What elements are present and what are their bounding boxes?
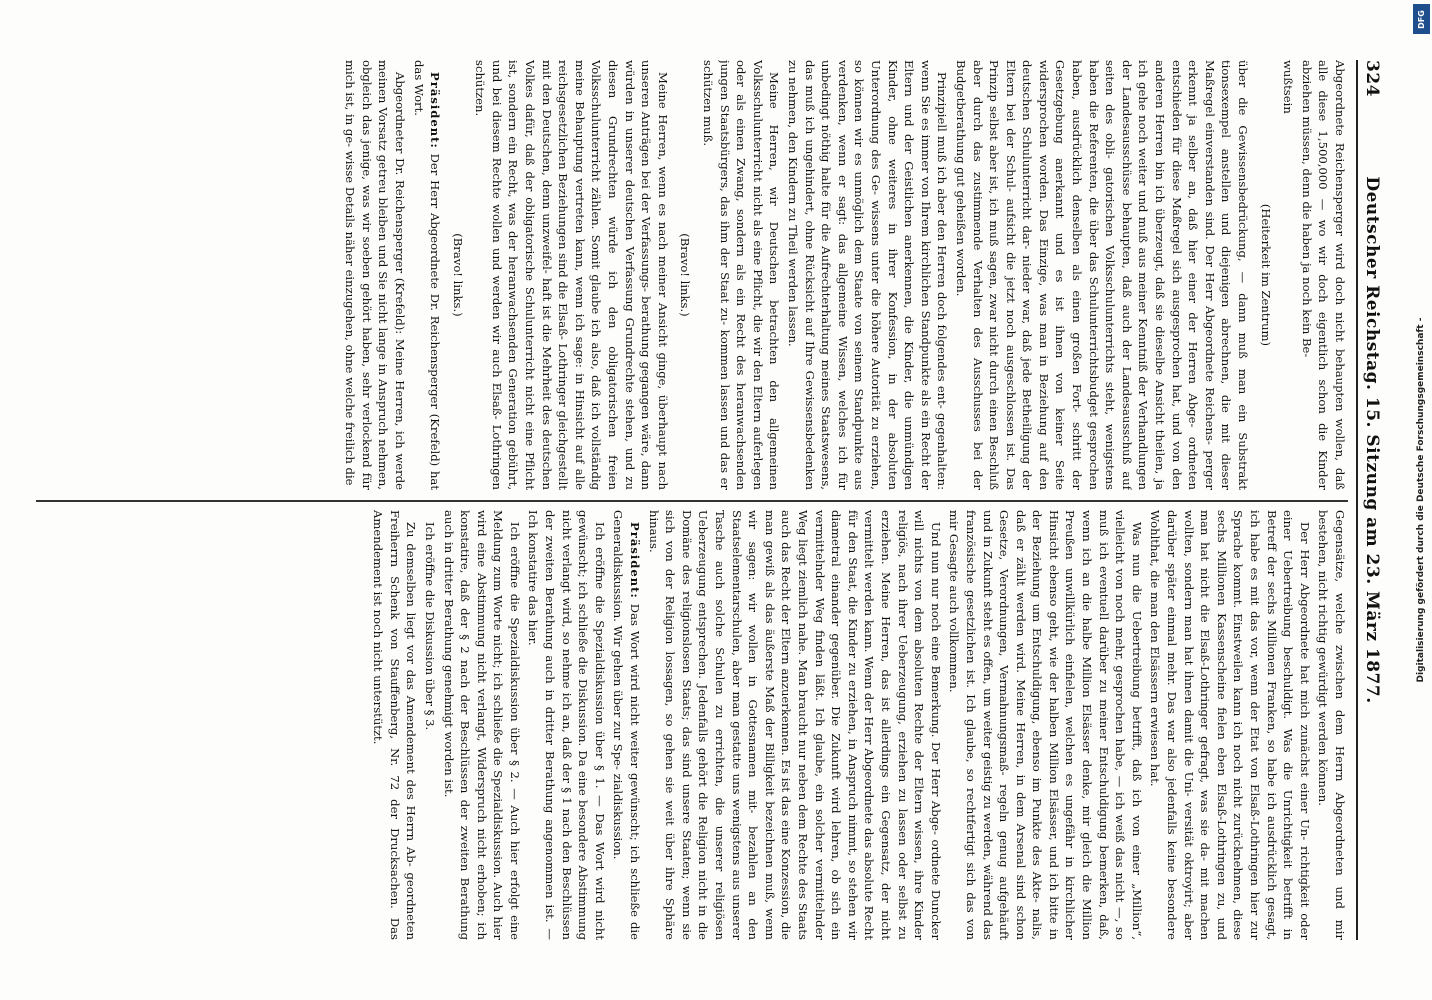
paragraph-text: Prinzipiell muß ich aber den Herren doch folgendes ent- gegenhalten: wenn Sie es immer von Ihrem kirchlichen Standpunkte als ein Recht der Eltern und der Geistlichen anerkennen, die Kinder, die unmündigen Kinder, ohne weiteres in ihrer Konfession, in der absoluten Unterordnung des Ge- wissens unter die höhere Autorität zu erziehen, so können wir es unmöglich dem Staate von seinem Standpunkte aus verdenken, wenn er sagt: das allgemeine Wissen, welches ich für unbedingt nöthig halte für die Aufrechterhaltung meines Staatswesens, das muß ich ungehindert, ohne Rücksicht auf Ihre Gewissensbedenken zu nehmen, den Kindern zu Theil werden lassen. <box>786 60 950 490</box>
paragraph <box>472 60 671 490</box>
paragraph-text: Abgeordneter Dr. Reichensperger (Krefeld): Meine Herren, ich werde meinen Vorsatz getreu bleiben und Sie nicht lange in Anspruch nehmen, obgleich das jenige, was wir soeben gehört haben, sehr verlockend für mich ist, in ge- wisse Details näher einzugehen, ohne welche freilich die <box>343 60 407 490</box>
paragraph <box>1280 60 1297 490</box>
paragraph <box>1147 510 1313 940</box>
paragraph <box>784 60 950 490</box>
paragraph-text: über die Gewissensbedrückung, — dann muß man ein Substrakt tionsexempel anstellen und diejenigen abrechnen, die mit dieser Maßregel einverstanden sind. Der Herr Abgeordnete Reichens- perger erkennt ja selber an, daß hier einer der Herren Abge- ordneten entschieden für diese Maßregel sich ausgesprochen hat, und von den anderen Herren bin ich überzeugt, daß sie dieselbe Ansicht theilen, ja ich gehe noch weiter und muß aus meiner Kenntniß der Verhandlungen der Landesausschüsse behaupten, daß auch der Landesausschuß auf seiten des obli- gatorischen Volksschulunterrichts steht, wenigstens haben die Referenten, die über das Schulunterrichtsbudget gesprochen haben, ausdrücklich denselben als einen großen Fort- schritt der Gesetzgebung anerkannt und es ist ihnen von keiner Seite widersprochen worden. Das Einzige, was man in Beziehung auf den deutschen Schulunterricht dar- nieder war, daß jede Betheiligung der Eltern bei der Schul- aufsicht die jetzt noch ausgeschlossen ist. Das Prinzip selbst aber ist, ich muß sagen, zwar nicht durch einen Beschluß aber durch das zustimmende Verhalten des Ausschusses bei der Budgetberathung gut geheißen worden. <box>953 60 1251 490</box>
running-header <box>1356 60 1390 940</box>
paragraph <box>370 510 420 940</box>
paragraph <box>449 60 466 490</box>
right-column <box>36 510 1348 940</box>
paragraph-text: (Bravo! links.) <box>678 233 693 317</box>
paragraph-text: (Bravo! links.) <box>450 233 465 317</box>
paragraph-text: Abgeordnete Reichensperger wird doch nicht behaupten wollen, daß alle diese 1,500,000 — wo wir doch eigentlich schon die Kinder abziehen müssen, denn die haben ja noch kein Be- <box>1299 60 1347 490</box>
paragraph-text: Meine Herren, wir Deutschen betrachten den allgemeinen Volksschulunterricht nicht als eine Pflicht, die wir den Eltern auferlegen oder als einen Zwang, sondern als ein Recht des heranwachsenden jungen Staatsbürgers, das ihm der Staat zu- kommen lassen und das er schützen muß. <box>701 60 782 490</box>
paragraph <box>699 60 782 490</box>
paragraph <box>1257 60 1274 490</box>
paragraph-text: Gegensätze, welche zwischen dem Herrn Abgeordneten und mir bestehen, nicht richtig gewürdigt werden können. <box>1316 510 1347 940</box>
paragraph-text: Was nun die Uebertreibung betrifft, daß ich von einer „Million“, vielleicht von noch mehr, gesprochen habe, — ich weiß das nicht —, so muß ich eventuell darüber zu meiner Entschuldigung bemerken, daß, wenn ich an die halbe Million Elsässer denke, mir gleich die Million Preußen unwillkürlich einfielen, welchen es ungefähr in kirchlicher Hinsicht ebenso geht, wie der halben Million Elsässer, und ich bitte in der Beziehung um Entschuldigung, ebenso im Punkte des Akte- nalis, daß er zählt werden wird. Meine Herren, in dem Arsenal sind schon Gesetze, Verordnungen, Vermahnungsmaß- regeln genug aufgehäuft und in Zukunft steht es offen, um weiter geistig zu werden, während das französische gesetzlichen ist. Ich glaube, so rechtfertigt sich das von mir Gesagte auch vollkommen. <box>947 510 1144 940</box>
paragraph <box>946 510 1145 940</box>
paragraph-text: Das Wort wird nicht weiter gewünscht; ich schließe die Generaldiskussion. Wir gehen über zur Spe- zialdiskussion. <box>611 510 643 940</box>
digitization-credit: Digitalisierung gefördert durch die Deutsche Forschungsgemeinschaft - <box>1416 317 1426 683</box>
header-title: Deutscher Reichstag. 15. Sitzung am 23. März 1877. <box>1362 176 1382 704</box>
paragraph <box>952 60 1251 490</box>
paragraph-text: Ich eröffne die Spezialdiskussion über § 2. — Auch hier erfolgt eine Meldung zum Worte nicht; ich schließe die Spezialdiskussion. Auch hier wird eine Abstimmung nicht verlangt, Widerspruch nicht erhoben; ich konstatire, daß der § 2 nach der Beschlüssen der zweiten Berathung auch in dritter Berathung genehmigt worden ist. <box>441 510 522 940</box>
paragraph <box>610 510 643 940</box>
paragraph <box>410 60 443 490</box>
paragraph-text: Der Herr Abgeordnete Dr. Reichensperger (Krefeld) hat das Wort. <box>411 60 443 490</box>
paragraph-text: Und nun nur noch eine Bemerkung. Der Herr Abge- ordnete Duncker will nichts von dem absoluten Rechte der Eltern wissen, ihre Kinder religiös, nach ihrer Ueberzeugung, erziehen zu lassen oder selbst zu erziehen. Meine Herren, das ist allerdings ein Gegensatz, der nicht vermittelt werden kann. Wenn der Herr Abgeordnete das absolute Recht für den Staat, die Kinder zu erziehen, in Anspruch nimmt, so stehen wir diametral einander gegenüber. Die Zukunft wird lehren, ob sich ein vermittelnder Weg finden läßt. Ich glaube, ein solcher vermittelnder Weg liegt ziemlich nahe. Man braucht nur neben dem Rechte des Staats auch das Recht der Eltern anzuerkennen. Es ist das eine Konzession, die man gewiß als das äußerste Maß der Billigkeit bezeichnen muß, wenn wir sagen: wir wollen in Gottesnamen mit- bezahlen an den Staatselementarschulen, aber man gestatte uns wenigstens aus unserer Tasche auch solche Schulen zu errichten, die unserer religiösen Ueberzeugung entsprechen. Jedenfalls gehört die Religion nicht in die Domäne des religionslosen Staats; das sind unsere Staaten; wenn sie sich von der Religion lossagen, so gehen sie weit über ihre Sphäre hinaus. <box>646 510 943 940</box>
rotated-document-page <box>26 30 1406 970</box>
dfg-logo-text: DFG <box>1417 9 1427 29</box>
dfg-logo-badge <box>1413 4 1430 34</box>
paragraph <box>421 510 438 940</box>
paragraph-text: Ich eröffne die Diskussion über § 3. <box>422 522 437 731</box>
paragraph-text: Meine Herren, wenn es nach meiner Ansicht ginge, überhaupt nach unseren Anträgen bei der Verfassungs- berathung gegangen wäre, dann würden in unserer deutschen Verfassung Grundrechte stehen, und zu diesen Grundrechten würde ich den obligatorischen freien Volksschulunterricht zählen. Somit glaube ich also, daß ich vollständig meine Behauptung vertreten kann, wenn ich sage: in Hinsicht auf alle reichsgesetzlichen Beziehungen sind die Elsaß- Lothringer gleichgestellt mit den Deutschen, denn unzweifel- haft ist die Mehrheit des deutschen Volkes dafür, daß der obligatorische Schulunterricht nicht eine Pflicht ist, sondern ein Recht, was der heranwachsenden Generation gebührt, und bei diesem Rechte wollen und werden wir auch Elsaß- Lothringen schützen. <box>473 60 670 490</box>
paragraph-text: (Heiterkeit im Zentrum) <box>1258 203 1273 347</box>
speaker-label: Präsident: <box>428 72 443 149</box>
paragraph <box>1298 60 1348 490</box>
page-number: 324 <box>1362 60 1382 97</box>
paragraph-text: Der Herr Abgeordnete hat mich zunächst einer Un- richtigkeit oder einer Uebertreibung beschuldigt. Was die Unrichtigkeit betrifft in Betreff der sechs Millionen Franken, so habe ich ausdrücklich gesagt, ich habe es mit das vor, wenn der Etat von Elsaß-Lothringen hier zur Sprache kommt. Einstweilen kann ich noch nicht zurücknehmen, diese sechs Millionen Kassenscheine fielen eben Elsaß-Lothringen zu, und man hat nicht die Elsaß-Lothringer gefragt, was sie da- mit machen wollten, sondern man hat ihnen damit die Uni- versität oktroyirt; aber darüber später einmal mehr. Das war also jedenfalls keine besondere Wohlthat, die man den Elsässern erwiesen hat. <box>1148 510 1312 940</box>
column-divider <box>36 500 1348 502</box>
paragraph-text: Ich eröffne die Spezialdiskussion über § 1. — Das Wort wird nicht gewünscht; ich schließe die Diskussion. Da eine besondere Abstimmung nicht verlangt wird, so nehme ich an, daß der § 1 nach den Beschlüssen der zweiten Berathung auch in dritter Berathung angenommen ist. — Ich konstatire das hier. <box>526 510 607 940</box>
paragraph <box>440 510 523 940</box>
paragraph <box>525 510 608 940</box>
left-column <box>36 60 1348 490</box>
speaker-label: Präsident: <box>628 522 643 599</box>
paragraph <box>342 60 408 490</box>
paragraph <box>1315 510 1348 940</box>
paragraph-text: Zu demselben liegt vor das Amendement des Herrn Ab- geordneten Freiherrn Schenk von Stauffenberg, Nr. 72 der Drucksachen. Das Amendement ist noch nicht unterstützt. <box>371 510 419 940</box>
paragraph <box>677 60 694 490</box>
paragraph <box>645 510 944 940</box>
paragraph-text: wußtsein <box>1281 60 1296 114</box>
